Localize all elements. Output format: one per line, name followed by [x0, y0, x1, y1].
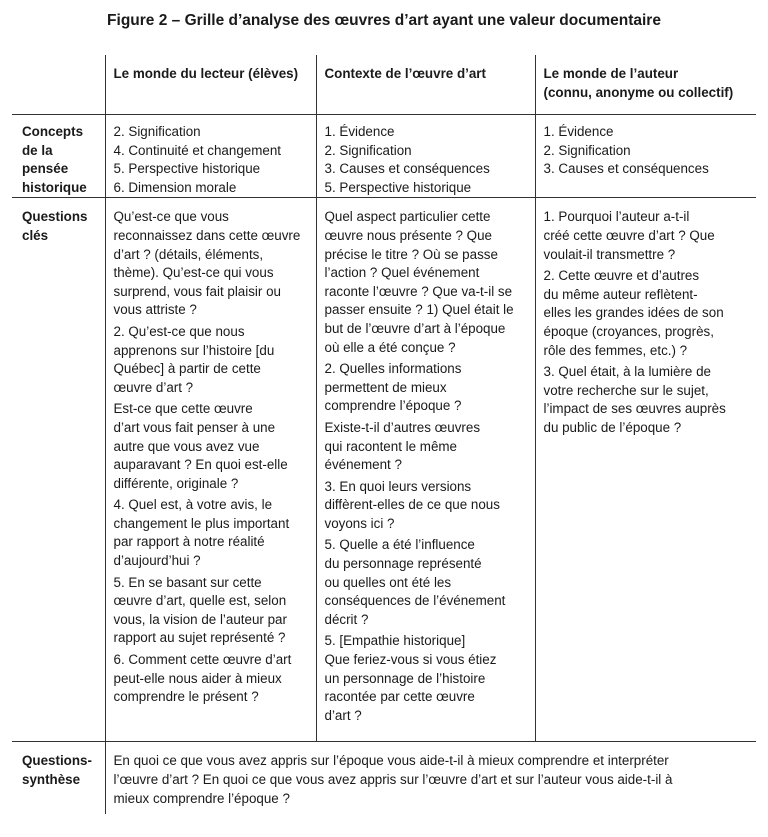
- question-line: Existe-t-il d’autres œuvres: [324, 419, 481, 435]
- question-line: 5. En se basant sur cette: [113, 574, 262, 590]
- questions-reader-cell: [105, 198, 316, 742]
- row-header-synthesis: [12, 742, 105, 815]
- row-header-text: Concepts: [22, 124, 84, 139]
- question-line: but de l’œuvre d’art à l’époque: [324, 320, 506, 336]
- figure-title: Figure 2 – Grille d’analyse des œuvres d’art ayant une valeur documentaire: [107, 12, 661, 29]
- question-line: elles les grandes idées de son: [543, 305, 724, 321]
- question-line: Québec] à partir de cette: [113, 361, 261, 377]
- question-line: rapport au sujet représenté ?: [113, 630, 286, 646]
- column-header-context: [316, 55, 535, 115]
- question-paragraph: [114, 323, 316, 397]
- corner-cell: [12, 55, 105, 115]
- column-header-author: [535, 55, 756, 115]
- question-line: diffèrent-elles de ce que nous: [324, 497, 500, 513]
- question-line: vous attriste ?: [113, 302, 197, 318]
- row-header-text: Questions-: [22, 753, 92, 769]
- question-line: surprend, vous fait plaisir ou: [113, 283, 281, 299]
- question-line: Quel aspect particulier cette: [324, 209, 491, 225]
- question-line: Est-ce que cette œuvre: [113, 401, 253, 417]
- concept-item: 2. Signification: [113, 124, 201, 139]
- concepts-context-cell: [316, 115, 535, 198]
- question-line: auparavant ? En quoi est-elle: [113, 457, 288, 473]
- concept-item: 5. Perspective historique: [113, 161, 261, 177]
- question-paragraph: [114, 400, 316, 493]
- row-header-text: historique: [22, 179, 87, 195]
- question-line: 1. Pourquoi l’auteur a-t-il: [543, 209, 690, 225]
- question-paragraph: [544, 267, 757, 360]
- question-line: d’art vous fait penser à une: [113, 419, 276, 435]
- questions-author-cell: [535, 198, 756, 742]
- question-line: reconnaissez dans cette œuvre: [113, 227, 301, 243]
- question-paragraph: [325, 419, 535, 475]
- question-paragraph: [114, 208, 316, 320]
- question-line: vous, la vision de l’auteur par: [113, 611, 287, 627]
- concepts-reader-cell: [105, 115, 316, 198]
- question-line: permettent de mieux: [324, 379, 447, 395]
- question-line: Que feriez-vous si vous étiez: [324, 652, 497, 668]
- question-line: un personnage de l’histoire: [324, 670, 486, 686]
- question-line: comprendre le présent ?: [113, 689, 259, 705]
- column-header-reader: [105, 55, 316, 115]
- question-line: événement ?: [324, 457, 402, 473]
- concept-item: 1. Évidence: [324, 124, 395, 139]
- question-paragraph: [325, 478, 535, 534]
- question-line: d’art ? (détails, éléments,: [113, 246, 264, 262]
- question-line: par rapport à notre réalité: [113, 534, 265, 550]
- concept-item: 3. Causes et conséquences: [543, 161, 709, 177]
- question-line: 4. Quel est, à votre avis, le: [113, 497, 273, 513]
- synthesis-line: En quoi ce que vous avez appris sur l’époque vous aide-t-il à mieux comprendre et interpréter: [113, 753, 669, 769]
- synthesis-text-cell: [105, 742, 756, 815]
- question-line: l’action ? Quel événement: [324, 265, 480, 281]
- question-line: où elle a été conçue ?: [324, 339, 456, 355]
- question-line: 2. Quelles informations: [324, 361, 462, 377]
- question-line: du même auteur reflètent-: [543, 286, 698, 302]
- concept-item: 4. Continuité et changement: [113, 142, 281, 158]
- question-line: racontée par cette œuvre: [324, 689, 475, 705]
- question-paragraph: [114, 496, 316, 570]
- question-line: raconte l’œuvre ? Que va-t-il se: [324, 283, 513, 299]
- question-line: qui racontent le même: [324, 438, 457, 454]
- questions-context-cell: [316, 198, 535, 742]
- synthesis-line: l’œuvre d’art ? En quoi ce que vous avez appris sur l’œuvre d’art et sur l’auteur vous aide-t-il à: [113, 771, 673, 787]
- question-line: Qu’est-ce que vous: [113, 209, 229, 225]
- question-line: 5. [Empathie historique]: [324, 633, 466, 649]
- question-line: peut-elle nous aider à mieux: [113, 670, 282, 686]
- question-line: passer ensuite ? 1) Quel était le: [324, 302, 514, 318]
- question-line: 5. Quelle a été l’influence: [324, 537, 475, 553]
- row-header-concepts: [12, 115, 105, 198]
- question-line: voulait-il transmettre ?: [543, 246, 676, 262]
- question-line: décrit ?: [324, 611, 369, 627]
- question-line: époque (croyances, progrès,: [543, 323, 714, 339]
- row-header-text: synthèse: [22, 771, 81, 787]
- question-line: créé cette œuvre d’art ? Que: [543, 227, 715, 243]
- concept-item: 6. Dimension morale: [113, 179, 237, 195]
- question-line: voyons ici ?: [324, 515, 395, 531]
- question-paragraph: [544, 208, 757, 264]
- concept-item: 1. Évidence: [543, 124, 614, 139]
- questions-row: [12, 198, 756, 742]
- row-header-text: Questions: [22, 209, 88, 225]
- question-line: changement le plus important: [113, 515, 290, 531]
- concept-item: 2. Signification: [324, 142, 412, 158]
- question-line: œuvre d’art, quelle est, selon: [113, 593, 287, 609]
- synthesis-row: [12, 742, 756, 815]
- row-header-text: de la: [22, 142, 53, 158]
- row-header-text: clés: [22, 227, 49, 243]
- synthesis-line: mieux comprendre l’époque ?: [113, 790, 290, 806]
- concepts-author-cell: [535, 115, 756, 198]
- question-paragraph: [544, 363, 757, 437]
- question-line: 3. Quel était, à la lumière de: [543, 364, 711, 380]
- question-line: l’impact de ses œuvres auprès: [543, 401, 726, 417]
- question-paragraph: [114, 574, 316, 648]
- question-line: autre que vous avez vue: [113, 438, 260, 454]
- question-line: apprenons sur l’histoire [du: [113, 342, 275, 358]
- question-line: rôle des femmes, etc.) ?: [543, 342, 688, 358]
- question-line: conséquences de l’événement: [324, 593, 506, 609]
- question-paragraph: [325, 632, 535, 725]
- concept-item: 3. Causes et conséquences: [324, 161, 490, 177]
- question-line: œuvre d’art ?: [113, 379, 194, 395]
- row-header-questions: [12, 198, 105, 742]
- header-text: Le monde du lecteur (élèves): [113, 66, 299, 81]
- question-line: comprendre l’époque ?: [324, 398, 462, 414]
- question-line: d’aujourd’hui ?: [113, 553, 201, 569]
- concept-item: 5. Perspective historique: [324, 179, 472, 195]
- question-paragraph: [325, 536, 535, 629]
- question-line: 2. Qu’est-ce que nous: [113, 323, 245, 339]
- question-line: votre recherche sur le sujet,: [543, 382, 709, 398]
- question-line: du personnage représenté: [324, 556, 482, 572]
- analysis-grid: [12, 55, 756, 814]
- question-line: 2. Cette œuvre et d’autres: [543, 268, 700, 284]
- question-paragraph: [114, 651, 316, 707]
- header-text: Contexte de l’œuvre d’art: [324, 66, 486, 81]
- question-line: 3. En quoi leurs versions: [324, 478, 472, 494]
- question-line: différente, originale ?: [113, 475, 239, 491]
- question-paragraph: [325, 208, 535, 357]
- header-row: [12, 55, 756, 115]
- question-line: du public de l’époque ?: [543, 419, 682, 435]
- row-header-text: pensée: [22, 161, 69, 177]
- header-text: (connu, anonyme ou collectif): [543, 84, 734, 100]
- question-line: ou quelles ont été les: [324, 574, 452, 590]
- concepts-row: [12, 115, 756, 198]
- concept-item: 2. Signification: [543, 142, 631, 158]
- question-line: 6. Comment cette œuvre d’art: [113, 652, 292, 668]
- question-line: thème). Qu’est-ce qui vous: [113, 265, 274, 281]
- header-text: Le monde de l’auteur: [543, 66, 679, 81]
- question-paragraph: [325, 360, 535, 416]
- question-line: œuvre nous présente ? Que: [324, 227, 492, 243]
- question-line: précise le titre ? Où se passe: [324, 246, 498, 262]
- question-line: d’art ?: [324, 707, 362, 723]
